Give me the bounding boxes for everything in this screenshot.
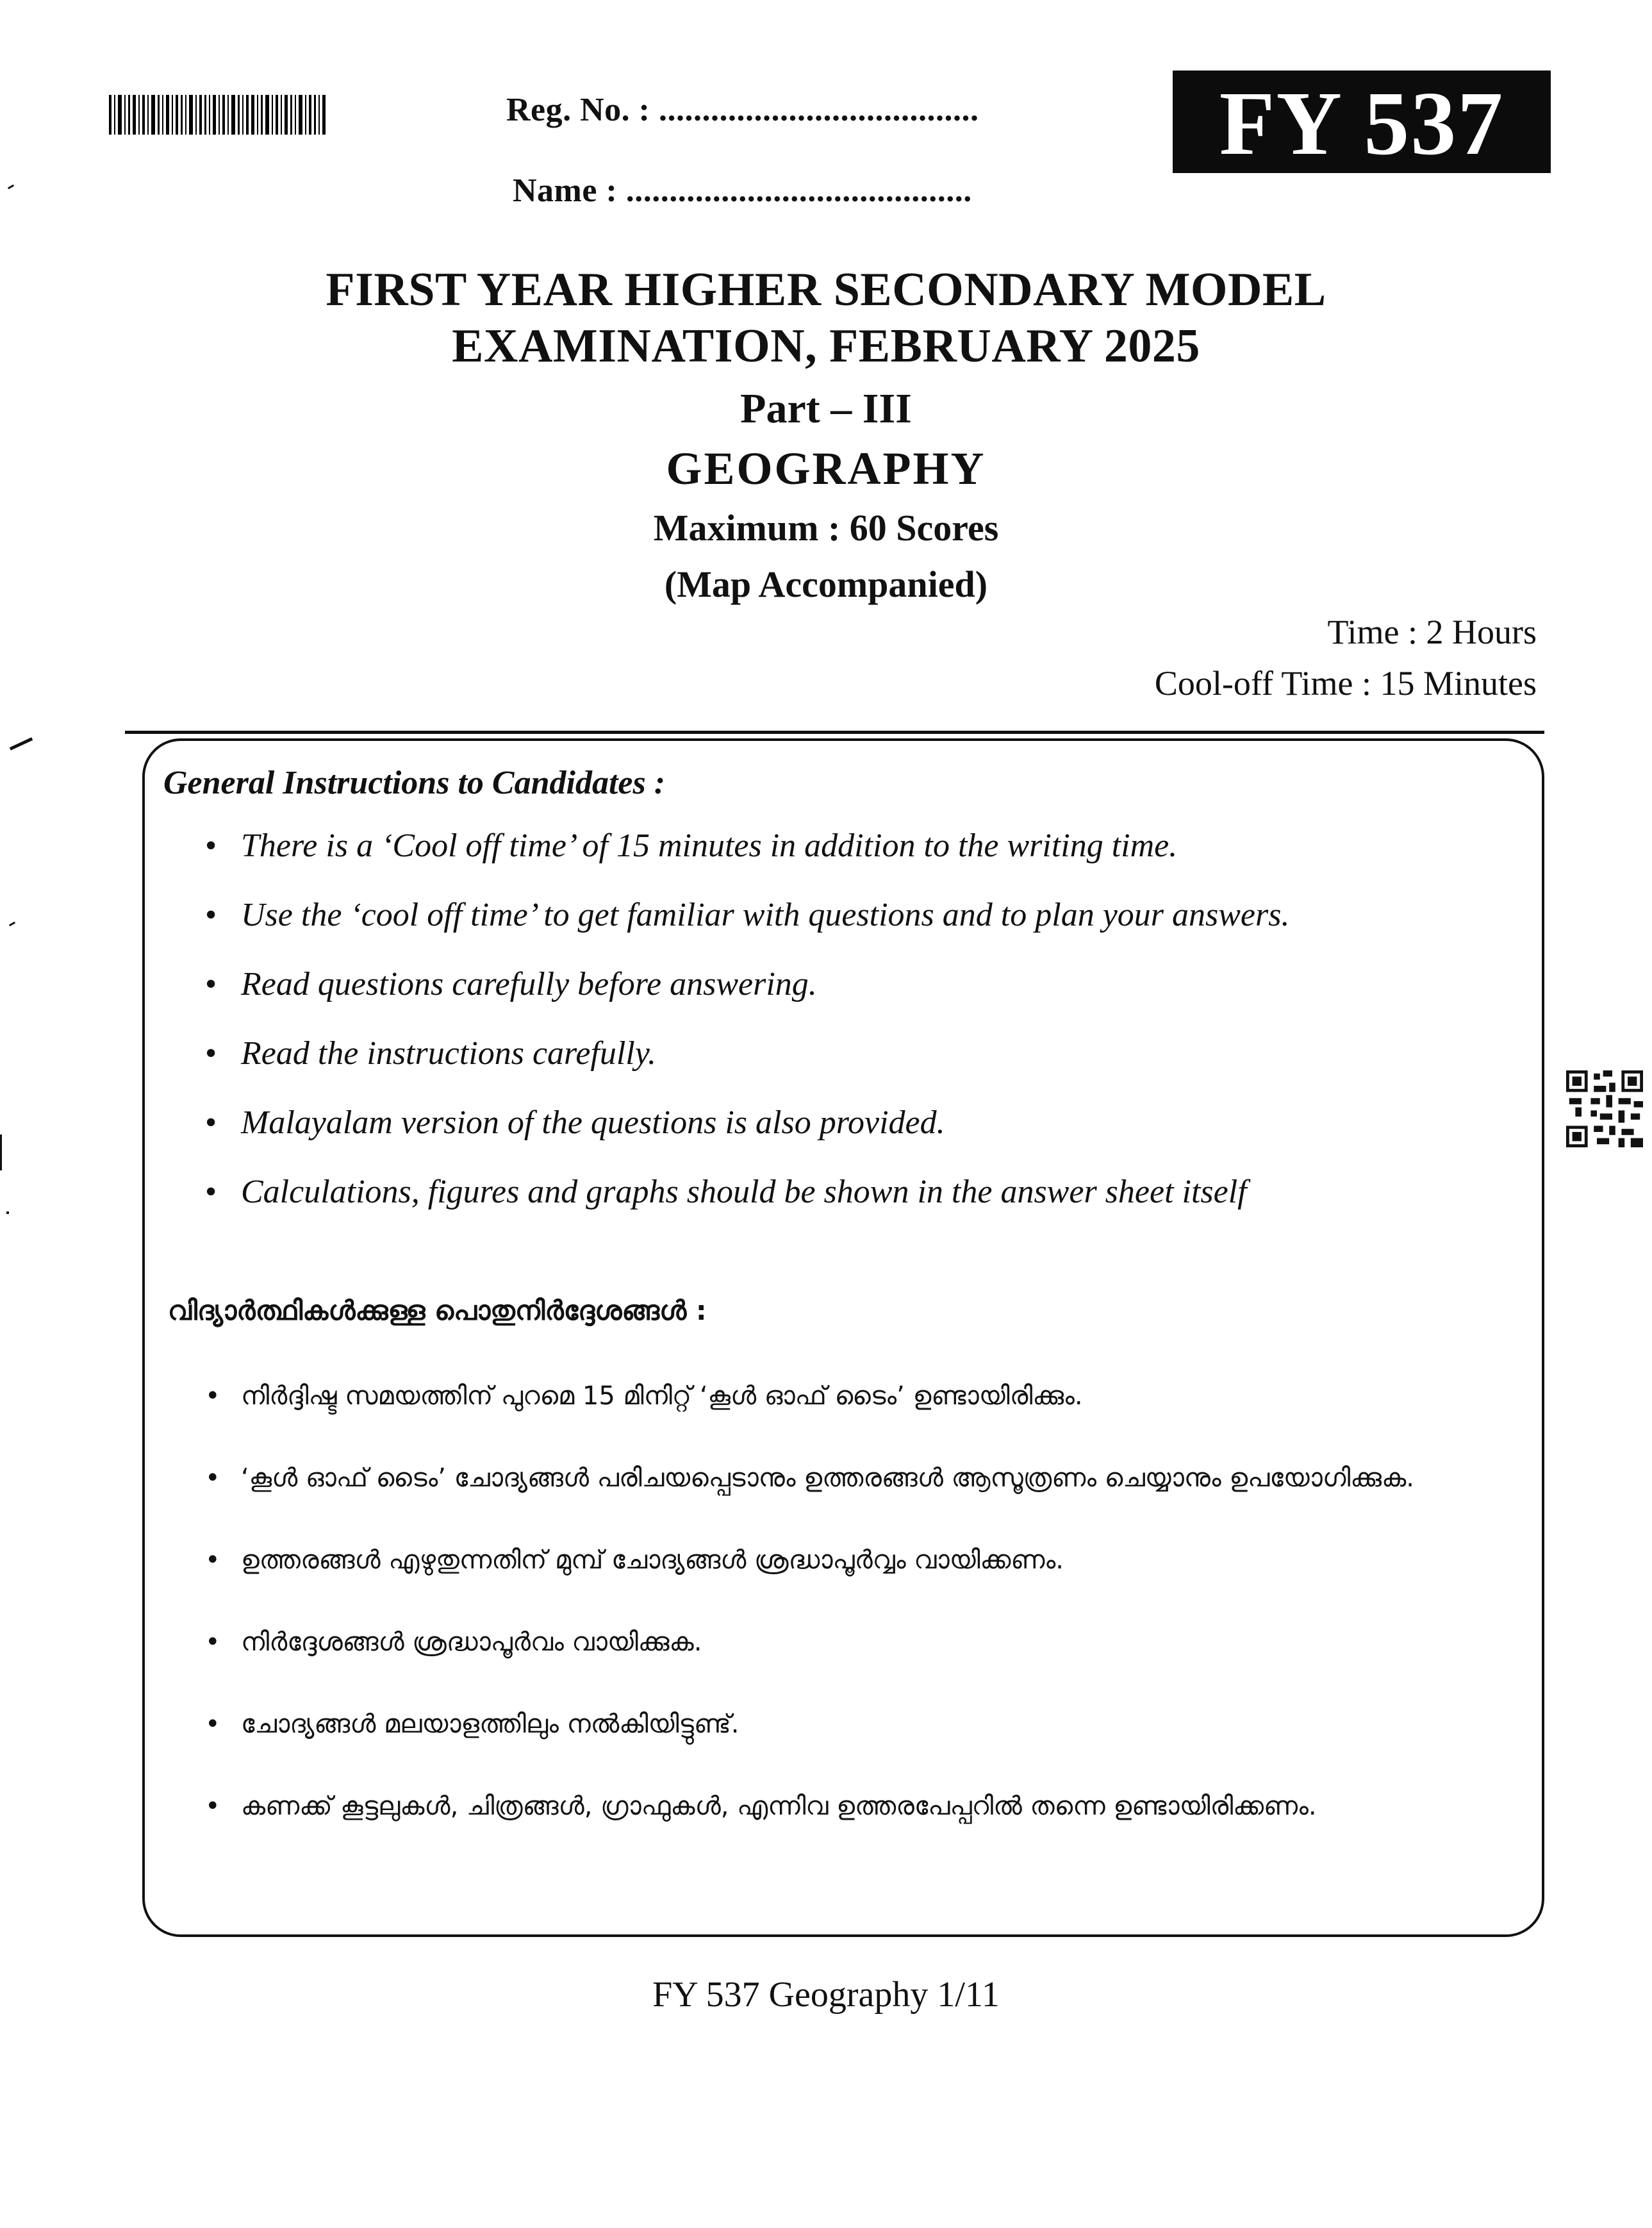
bullet-icon: • xyxy=(205,1792,220,1821)
list-item: • Use the ‘cool off time’ to get familiar with questions and to plan your answers. xyxy=(205,897,1290,933)
scan-mark xyxy=(6,1211,9,1214)
header-divider xyxy=(125,731,1544,734)
list-item: • There is a ‘Cool off time’ of 15 minutes in addition to the writing time. xyxy=(205,827,1178,864)
scan-mark xyxy=(0,1135,2,1170)
list-item: • Calculations, figures and graphs should be shown in the answer sheet itself xyxy=(205,1174,1247,1210)
bullet-icon: • xyxy=(205,1174,217,1210)
list-item: • ഉത്തരങ്ങൾ എഴുതുന്നതിന് മുമ്പ് ചോദ്യങ്ങൾ ശ്രദ്ധാപൂർവ്വം വായിക്കണം. xyxy=(205,1536,1499,1584)
exam-title-line1: FIRST YEAR HIGHER SECONDARY MODEL xyxy=(326,263,1326,316)
exam-part: Part – III xyxy=(740,385,912,432)
cool-off-time: Cool-off Time : 15 Minutes xyxy=(1154,664,1537,702)
scan-mark xyxy=(10,737,33,751)
bullet-icon: • xyxy=(205,1463,220,1493)
reg-no-field: Reg. No. : ..................................... xyxy=(506,92,979,128)
list-item: • Read questions carefully before answering. xyxy=(205,966,817,1002)
list-item: • നിർദ്ദിഷ്ട സമയത്തിന് പുറമെ 15 മിനിറ്റ് ‘കൂൾ ഓഫ് ടൈം’ ഉണ്ടായിരിക്കും. xyxy=(205,1372,1499,1420)
english-instructions-list xyxy=(205,827,1289,1242)
scan-mark xyxy=(8,185,14,190)
list-item: • Malayalam version of the questions is also provided. xyxy=(205,1104,945,1141)
bullet-icon: • xyxy=(205,1035,217,1072)
list-item: • ചോദ്യങ്ങൾ മലയാളത്തിലും നൽകിയിട്ടുണ്ട്. xyxy=(205,1700,1499,1749)
barcode xyxy=(109,95,346,135)
paper-code-badge: FY 537 xyxy=(1173,71,1551,173)
exam-time: Time : 2 Hours xyxy=(1327,613,1537,651)
bullet-icon: • xyxy=(205,1627,220,1657)
qr-code-icon xyxy=(1566,1070,1643,1147)
bullet-icon: • xyxy=(205,966,217,1002)
bullet-icon: • xyxy=(205,1709,220,1739)
list-item: • കണക്ക് കൂട്ടലുകൾ, ചിത്രങ്ങൾ, ഗ്രാഫുകൾ, എന്നിവ ഉത്തരപേപ്പറിൽ തന്നെ ഉണ്ടായിരിക്കണം. xyxy=(205,1782,1499,1831)
english-instructions-heading: General Instructions to Candidates : xyxy=(163,765,666,801)
exam-subject: GEOGRAPHY xyxy=(666,443,986,494)
map-note: (Map Accompanied) xyxy=(664,563,988,605)
bullet-icon: • xyxy=(205,1545,220,1575)
maximum-scores: Maximum : 60 Scores xyxy=(653,507,999,549)
name-field: Name : ........................................ xyxy=(513,172,972,209)
scan-mark xyxy=(9,922,15,927)
list-item: • നിർദ്ദേശങ്ങൾ ശ്രദ്ധാപൂർവം വായിക്കുക. xyxy=(205,1618,1499,1667)
malayalam-instructions-list xyxy=(205,1372,1499,1864)
bullet-icon: • xyxy=(205,897,217,933)
bullet-icon: • xyxy=(205,1381,220,1411)
exam-title-line2: EXAMINATION, FEBRUARY 2025 xyxy=(452,320,1200,372)
bullet-icon: • xyxy=(205,827,217,864)
bullet-icon: • xyxy=(205,1104,217,1141)
malayalam-instructions-heading: വിദ്യാർത്ഥികൾക്കുള്ള പൊതുനിർദ്ദേശങ്ങൾ : xyxy=(168,1295,707,1326)
page-footer: FY 537 Geography 1/11 xyxy=(652,1975,1000,2015)
list-item: • Read the instructions carefully. xyxy=(205,1035,656,1072)
list-item: • ‘കൂൾ ഓഫ് ടൈം’ ചോദ്യങ്ങൾ പരിചയപ്പെടാനും ഉത്തരങ്ങൾ ആസൂത്രണം ചെയ്യാനും ഉപയോഗിക്കുക. xyxy=(205,1454,1499,1502)
